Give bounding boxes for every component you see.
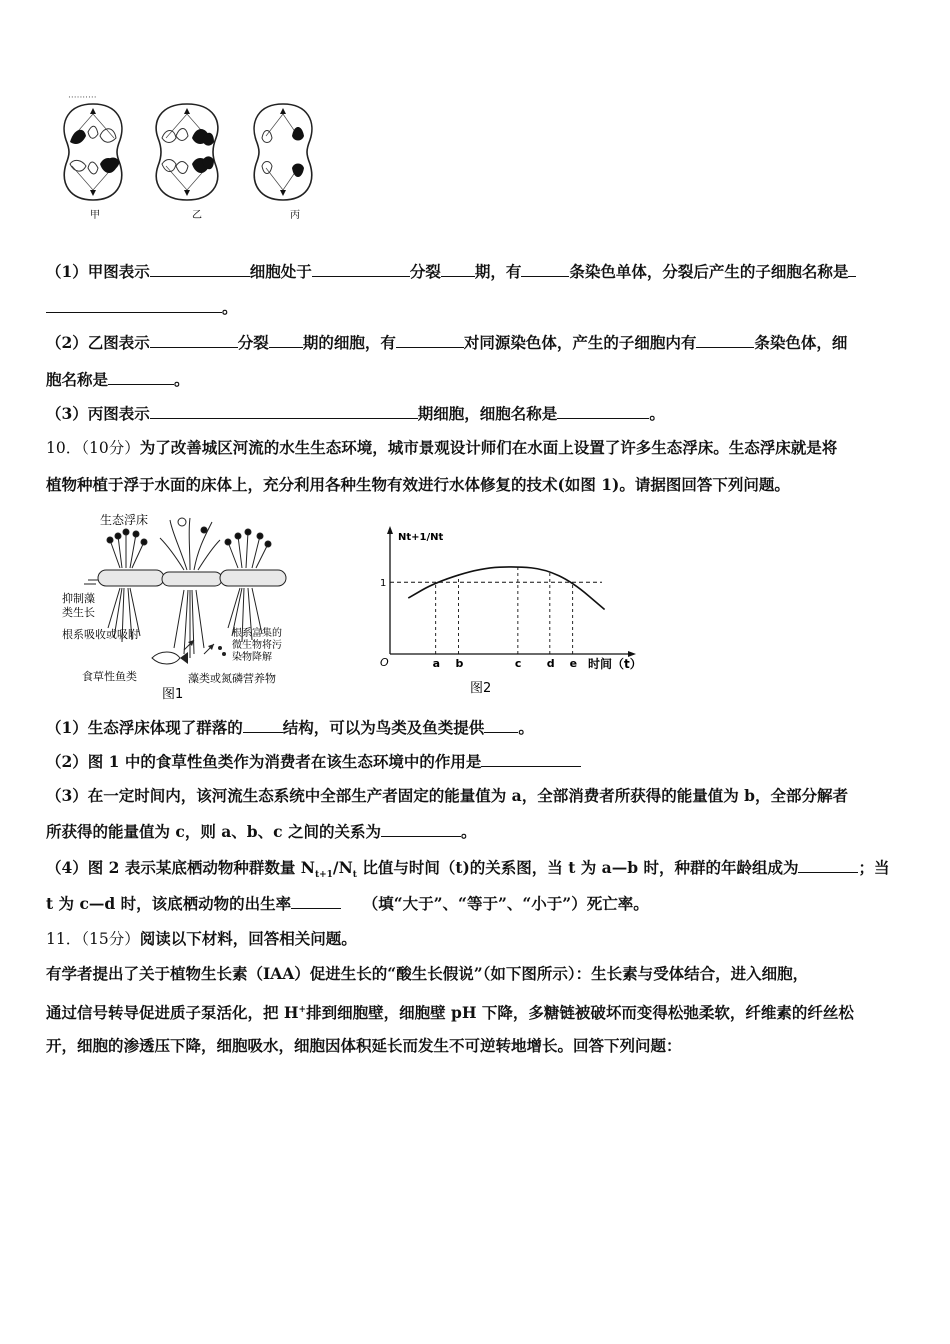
blank[interactable] <box>312 262 410 277</box>
q9-part1: （1）甲图表示 细胞处于 分裂 期，有 条染色单体，分裂后产生的子细胞名称是 <box>46 262 856 282</box>
float-middle <box>162 572 222 586</box>
blank[interactable] <box>46 298 222 313</box>
q11-heading: 11．（15分）阅读以下材料，回答相关问题。 <box>46 929 357 948</box>
fig1-micro-1: 根系富集的 <box>232 628 282 639</box>
blank[interactable] <box>481 752 581 767</box>
fig1-fish: 食草性鱼类 <box>82 670 137 683</box>
q10-part3-cont: 所获得的能量值为 c，则 a、b、c 之间的关系为 。 <box>46 822 477 841</box>
q9-part2-cont: 胞名称是 。 <box>46 370 190 389</box>
q9-part3: （3）丙图表示 期细胞，细胞名称是 。 <box>46 404 665 423</box>
blank[interactable] <box>291 894 341 909</box>
q10-part1: （1）生态浮床体现了群落的 结构，可以为鸟类及鱼类提供 。 <box>46 718 534 737</box>
blank[interactable] <box>557 404 649 419</box>
x-tick-b: b <box>455 657 464 670</box>
blank[interactable] <box>108 370 174 385</box>
y-axis-label: Nt+1/Nt <box>398 532 444 543</box>
fig1-inhibit-1: 抑制藻 <box>62 592 95 605</box>
cell-division-figure <box>50 92 340 227</box>
blank[interactable] <box>521 262 569 277</box>
blank[interactable] <box>441 262 475 277</box>
label-jia: 甲 <box>90 210 100 221</box>
y-tick-1: 1 <box>380 578 387 590</box>
q10-part2: （2）图 1 中的食草性鱼类作为消费者在该生态环境中的作用是 <box>46 752 581 772</box>
fig1-micro-3: 染物降解 <box>232 652 272 663</box>
blank[interactable] <box>484 718 518 733</box>
figure-1-floating-bed <box>62 508 312 704</box>
origin-label: O <box>380 656 389 669</box>
blank[interactable] <box>848 262 856 277</box>
q9-part2: （2）乙图表示 分裂 期的细胞，有 对同源染色体，产生的子细胞内有 条染色体，细 <box>46 333 848 352</box>
label-yi: 乙 <box>192 210 202 221</box>
blank[interactable] <box>269 333 303 348</box>
blank[interactable] <box>696 333 754 348</box>
plant-middle <box>160 518 220 658</box>
blank[interactable] <box>396 333 464 348</box>
q9-part1-cont: 。 <box>46 298 238 318</box>
chart-caption: 图2 <box>470 681 492 696</box>
blank[interactable] <box>381 822 461 837</box>
x-tick-e: e <box>569 657 578 670</box>
x-tick-a: a <box>432 657 441 670</box>
blank[interactable] <box>150 333 238 348</box>
cell-division-svg <box>50 92 340 227</box>
x-tick-d: d <box>546 657 555 670</box>
figure-2-chart <box>370 524 660 700</box>
series-curve <box>408 567 604 610</box>
dots-text: ·········· <box>68 93 97 103</box>
fig1-title: 生态浮床 <box>100 513 149 527</box>
fig1-algae: 藻类或氮磷营养物 <box>188 672 276 685</box>
q10-heading-cont: 植物种植于浮于水面的床体上，充分利用各种生物有效进行水体修复的技术(如图 1)。请据图回答下列问题。 <box>46 475 790 494</box>
blank[interactable] <box>150 262 250 277</box>
q11-line2: 通过信号转导促进质子泵活化，把 H+排到细胞壁，细胞壁 pH 下降，多糖链被破坏而变得松弛柔软，纤维素的纤丝松 <box>46 1003 854 1023</box>
q11-line1: 有学者提出了关于植物生长素（IAA）促进生长的“酸生长假说”（如下图所示）：生长素与受体结合，进入细胞， <box>46 964 809 983</box>
cell-bing <box>254 104 312 200</box>
label-bing: 丙 <box>290 210 300 221</box>
q10-part4: （4）图 2 表示某底栖动物种群数量 $N_{t+1}/N_t$ 比值与时间（t)的关系图，当 t 为 a—b 时，种群的年龄组成为 ；当 <box>46 858 890 881</box>
chart-svg <box>370 524 660 700</box>
x-tick-c: c <box>514 657 522 670</box>
float-left <box>98 570 164 586</box>
cell-jia <box>64 104 122 200</box>
blank[interactable] <box>798 858 858 873</box>
q10-part3: （3）在一定时间内，该河流生态系统中全部生产者固定的能量值为 a，全部消费者所获得的能量值为 b，全部分解者 <box>46 786 848 805</box>
x-axis-label: 时间（t） <box>588 657 642 671</box>
blank[interactable] <box>150 404 418 419</box>
fish-shape <box>152 652 180 664</box>
fig1-caption: 图1 <box>162 687 184 702</box>
floating-bed-svg <box>62 508 312 704</box>
float-right <box>220 570 286 586</box>
fig1-root: 根系吸收或吸附 <box>62 628 139 641</box>
cell-yi <box>156 104 218 200</box>
fig1-inhibit-2: 类生长 <box>62 606 95 619</box>
q11-line3: 开，细胞的渗透压下降，细胞吸水，细胞因体积延长而发生不可逆转地增长。回答下列问题： <box>46 1036 682 1055</box>
q10-part4-cont: t 为 c—d 时，该底栖动物的出生率 （填“大于”、“等于”、“小于”）死亡率。 <box>46 894 649 913</box>
fig1-micro-2: 微生物将污 <box>232 640 282 651</box>
q10-heading: 10．（10分）为了改善城区河流的水生生态环境，城市景观设计师们在水面上设置了许多生态浮床。生态浮床就是将 <box>46 438 838 457</box>
blank[interactable] <box>243 718 283 733</box>
